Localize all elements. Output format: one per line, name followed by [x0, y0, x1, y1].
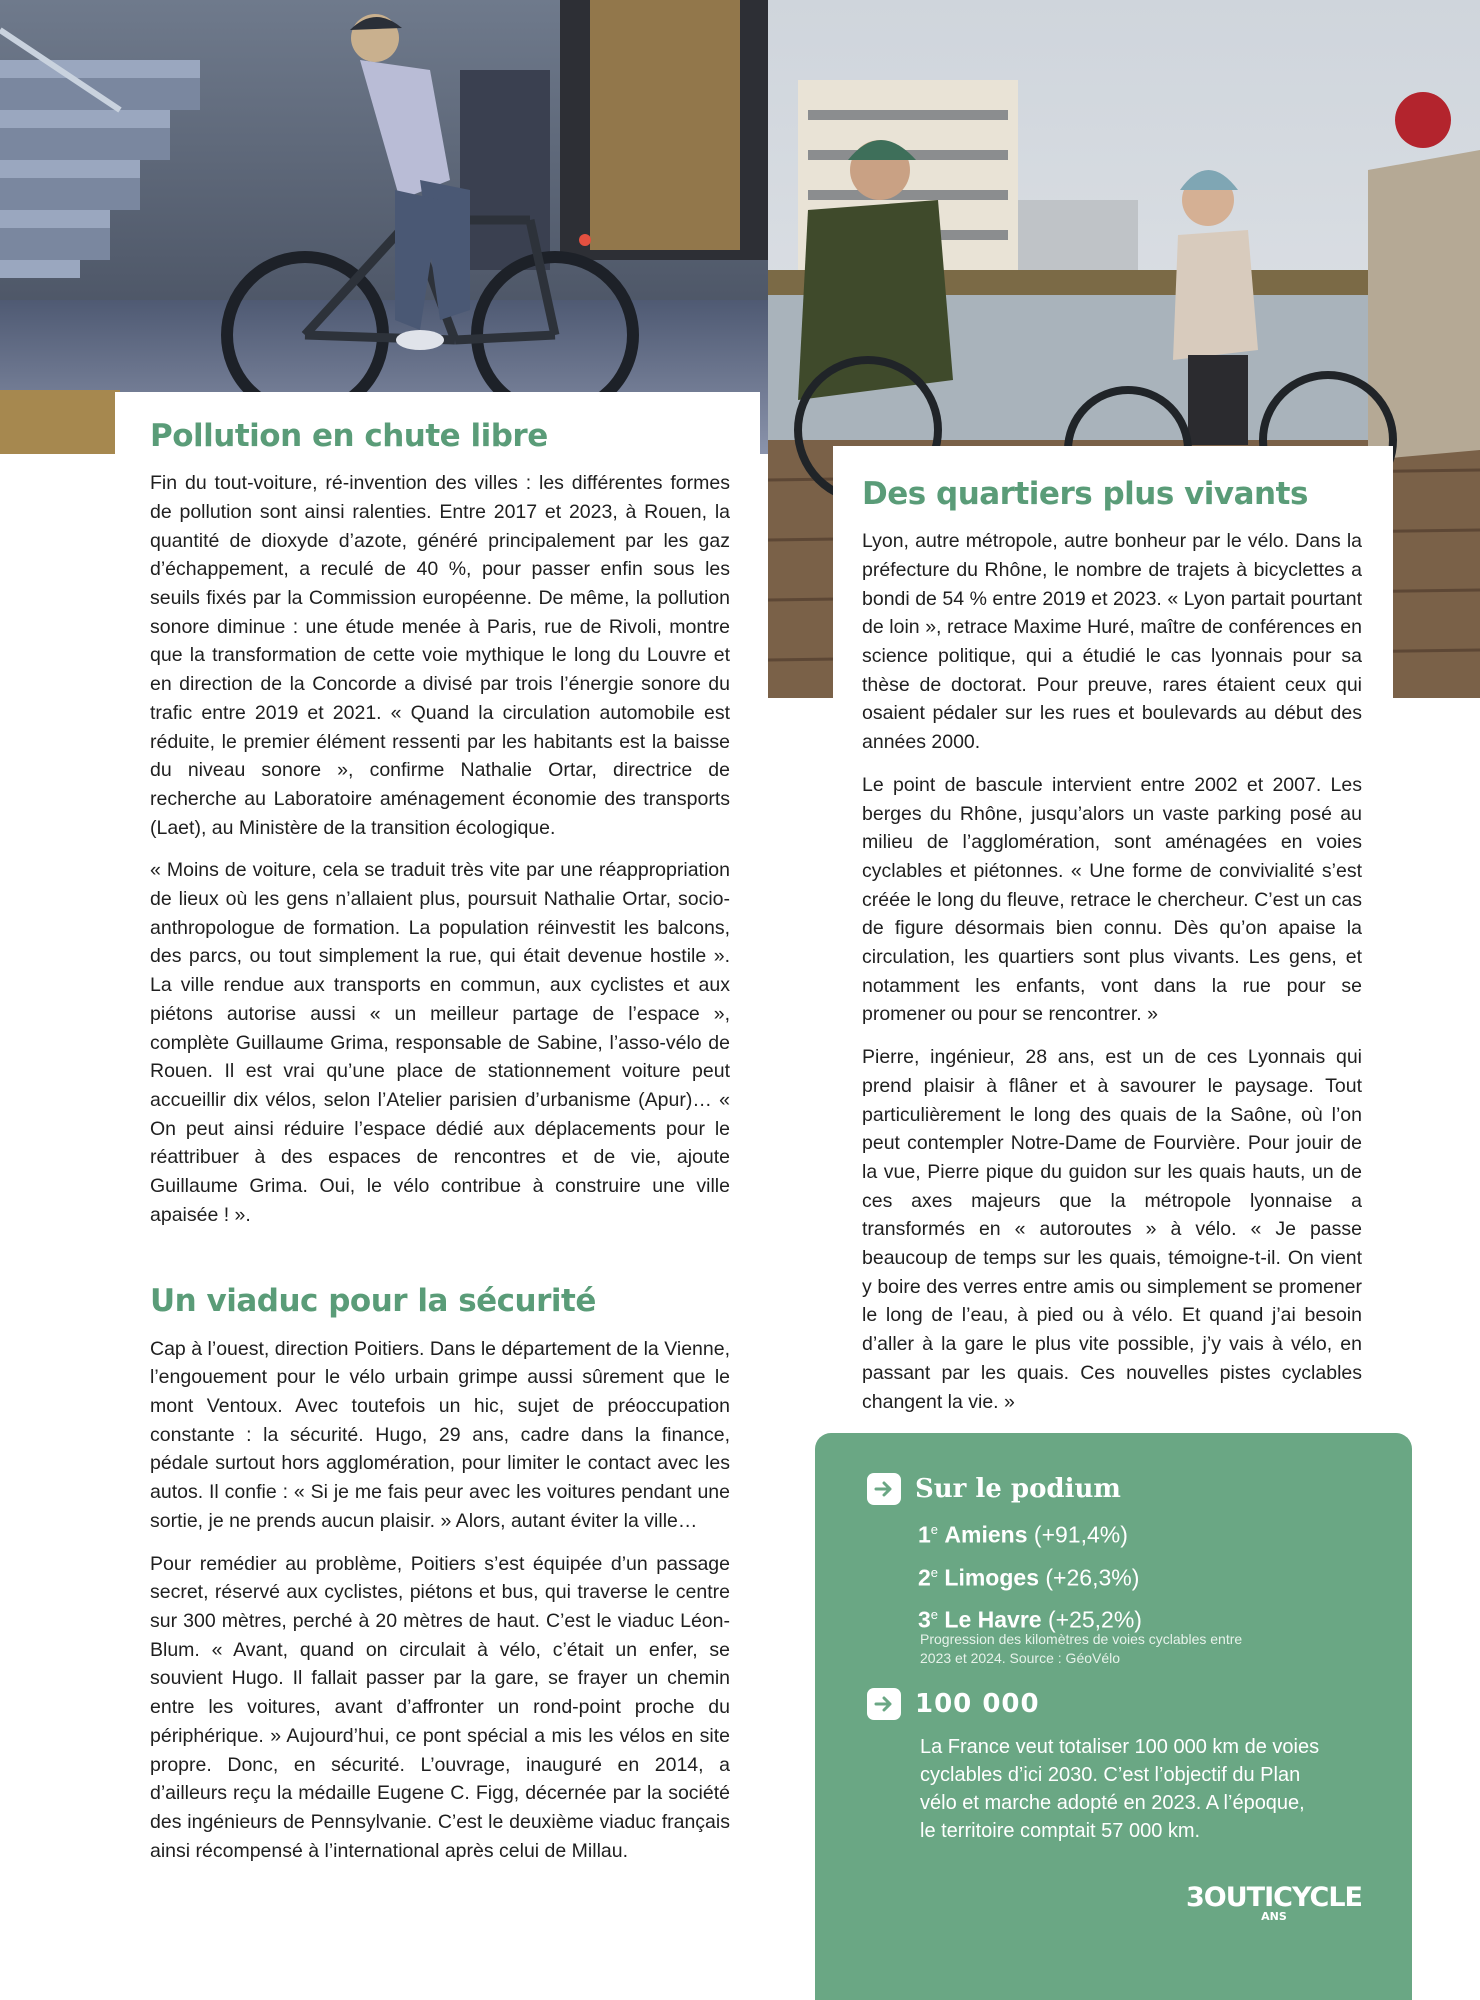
- brand-logo: [1186, 1884, 1362, 1922]
- info-box: [815, 1433, 1412, 2000]
- stat-header: [867, 1688, 1040, 1720]
- heading-pollution: Pollution en chute libre: [150, 418, 548, 454]
- paragraph: Cap à l’ouest, direction Poitiers. Dans le département de la Vienne, l’engouement pour le vélo urbain grimpe aussi sûrement que le mont Ventoux. Avec toutefois un hic, sujet de préoccupation constante : la sécurité. Hugo, 29 ans, cadre dans la finance, pédale surtout hors agglomération, pour limiter le contact avec les autos. Il confie : « Si je me fais peur avec les voitures pendant une sortie, je ne prends aucun plaisir. » Alors, autant éviter la ville…: [150, 1337, 730, 1532]
- podium-item: 1e Amiens (+91,4%): [918, 1521, 1128, 1548]
- article-right-column: [862, 476, 1362, 1430]
- stat-text: La France veut totaliser 100 000 km de voies cyclables d’ici 2030. C’est l’objectif du Plan vélo et marche adopté en 2023. A l’époque, le territoire comptait 57 000 km.: [920, 1736, 1320, 1842]
- paragraph: Pour remédier au problème, Poitiers s’est équipée d’un passage secret, réservé aux cyclistes, piétons et bus, qui traverse le centre sur 300 mètres, perché à 20 mètres de haut. C’est le viaduc Léon-Blum. « Avant, quand on circulait à vélo, c’était un enfer, se souvient Hugo. Il fallait passer par la gare, se frayer un chemin entre les voitures, avant d’affronter un rond-point proche du périphérique. » Aujourd’hui, ce pont spécial a mis les vélos en site propre. Donc, en sécurité. L’ouvrage, inauguré en 2014, a d’ailleurs reçu la médaille Eugene C. Figg, décernée par la société des ingénieurs de Pennsylvanie. C’est le deuxième viaduc français ainsi récompensé à l’international après celui de Millau.: [150, 1552, 730, 1862]
- podium-item: 2e Limoges (+26,3%): [918, 1564, 1140, 1591]
- article-left-column: [150, 418, 730, 1879]
- podium-item: 3e Le Havre (+25,2%): [918, 1606, 1142, 1633]
- podium-source: Progression des kilomètres de voies cyclables entre 2023 et 2024. Source : GéoVélo: [920, 1631, 1243, 1666]
- podium-header: [867, 1473, 1121, 1505]
- heading-quartiers: Des quartiers plus vivants: [862, 476, 1308, 512]
- paragraph: Lyon, autre métropole, autre bonheur par le vélo. Dans la préfecture du Rhône, le nombre de trajets à bicyclettes a bondi de 54 % entre 2019 et 2023. « Lyon partait pourtant de loin », retrace Maxime Huré, maître de conférences en science politique, qui a étudié le cas lyonnais pour sa thèse de doctorat. Pour preuve, rares étaient ceux qui osaient pédaler sur les rues et boulevards au début des années 2000.: [862, 530, 1362, 754]
- photo-cyclist-night: [0, 0, 768, 454]
- arrow-right-icon: [867, 1688, 901, 1720]
- brand-name: 3OUTICYCLE: [1186, 1882, 1362, 1913]
- podium-list: [918, 1511, 1142, 1639]
- brand-sub: ANS: [1261, 1910, 1287, 1923]
- arrow-right-icon: [867, 1473, 901, 1505]
- podium-heading: Sur le podium: [915, 1474, 1121, 1504]
- paragraph: Pierre, ingénieur, 28 ans, est un de ces Lyonnais qui prend plaisir à flâner et à savourer le paysage. Tout particulièrement le long des quais de la Saône, où l’on peut contempler Notre-Dame de Fourvière. Pour jouir de la vue, Pierre pique du guidon sur les quais hauts, un de ces axes majeurs que la métropole lyonnaise a transformés en « autoroutes » à vélo. « Je passe beaucoup de temps sur les quais, témoigne-t-il. On vient y boire des verres entre amis ou simplement se promener le long de l’eau, à pied ou à vélo. Et quand j’ai besoin d’aller à la gare le plus vite possible, j’y vais à vélo, en passant par les quais. Ces nouvelles pistes cyclables changent la vie. »: [862, 1046, 1362, 1413]
- paragraph: « Moins de voiture, cela se traduit très vite par une réappropriation de lieux où les gens n’allaient plus, poursuit Nathalie Ortar, socio-anthropologue de formation. La population réinvestit les balcons, des parcs, ou tout simplement la rue, qui était devenue hostile ». La ville rendue aux transports en commun, aux cyclistes et aux piétons autorise aussi « un meilleur partage de l’espace », complète Guillaume Grima, responsable de Sabine, l’asso-vélo de Rouen. Il est vrai qu’une place de stationnement voiture peut accueillir dix vélos, selon l’Atelier parisien d’urbanisme (Apur)… « On peut ainsi réduire l’espace dédié aux déplacements pour le réattribuer à des espaces de rencontres et de vie, ajoute Guillaume Grima. Oui, le vélo contribue à construire une ville apaisée ! ».: [150, 859, 730, 1226]
- paragraph: Le point de bascule intervient entre 2002 et 2007. Les berges du Rhône, jusqu’alors un vaste parking posé au milieu de l’agglomération, sont aménagées en voies cyclables et piétonnes. « Une forme de convivialité s’est créée le long du fleuve, retrace le chercheur. C’est un cas de figure désormais bien connu. Dès qu’on apaise la circulation, les quartiers sont plus vivants. Les gens, et notamment les enfants, vont dans la rue pour se promener ou pour se rencontrer. »: [862, 773, 1362, 1026]
- heading-viaduc: Un viaduc pour la sécurité: [150, 1283, 596, 1320]
- paragraph: Fin du tout-voiture, ré-invention des villes : les différentes formes de pollution sont ainsi ralenties. Entre 2017 et 2023, à Rouen, la quantité de dioxyde d’azote, généré principalement par les gaz d’échappement, a reculé de 40 %, pour passer enfin sous les seuils fixés par la Commission européenne. De même, la pollution sonore diminue : une étude menée à Paris, rue de Rivoli, montre que la transformation de cette voie mythique le long du Louvre et en direction de la Concorde a divisé par trois l’énergie sonore du trafic entre 2019 et 2021. « Quand la circulation automobile est réduite, le premier élément ressenti par les habitants est la baisse du niveau sonore », confirme Nathalie Ortar, directrice de recherche au Laboratoire aménagement économie des transports (Laet), au Ministère de la transition écologique.: [150, 472, 730, 839]
- stat-number: 100 000: [915, 1689, 1040, 1719]
